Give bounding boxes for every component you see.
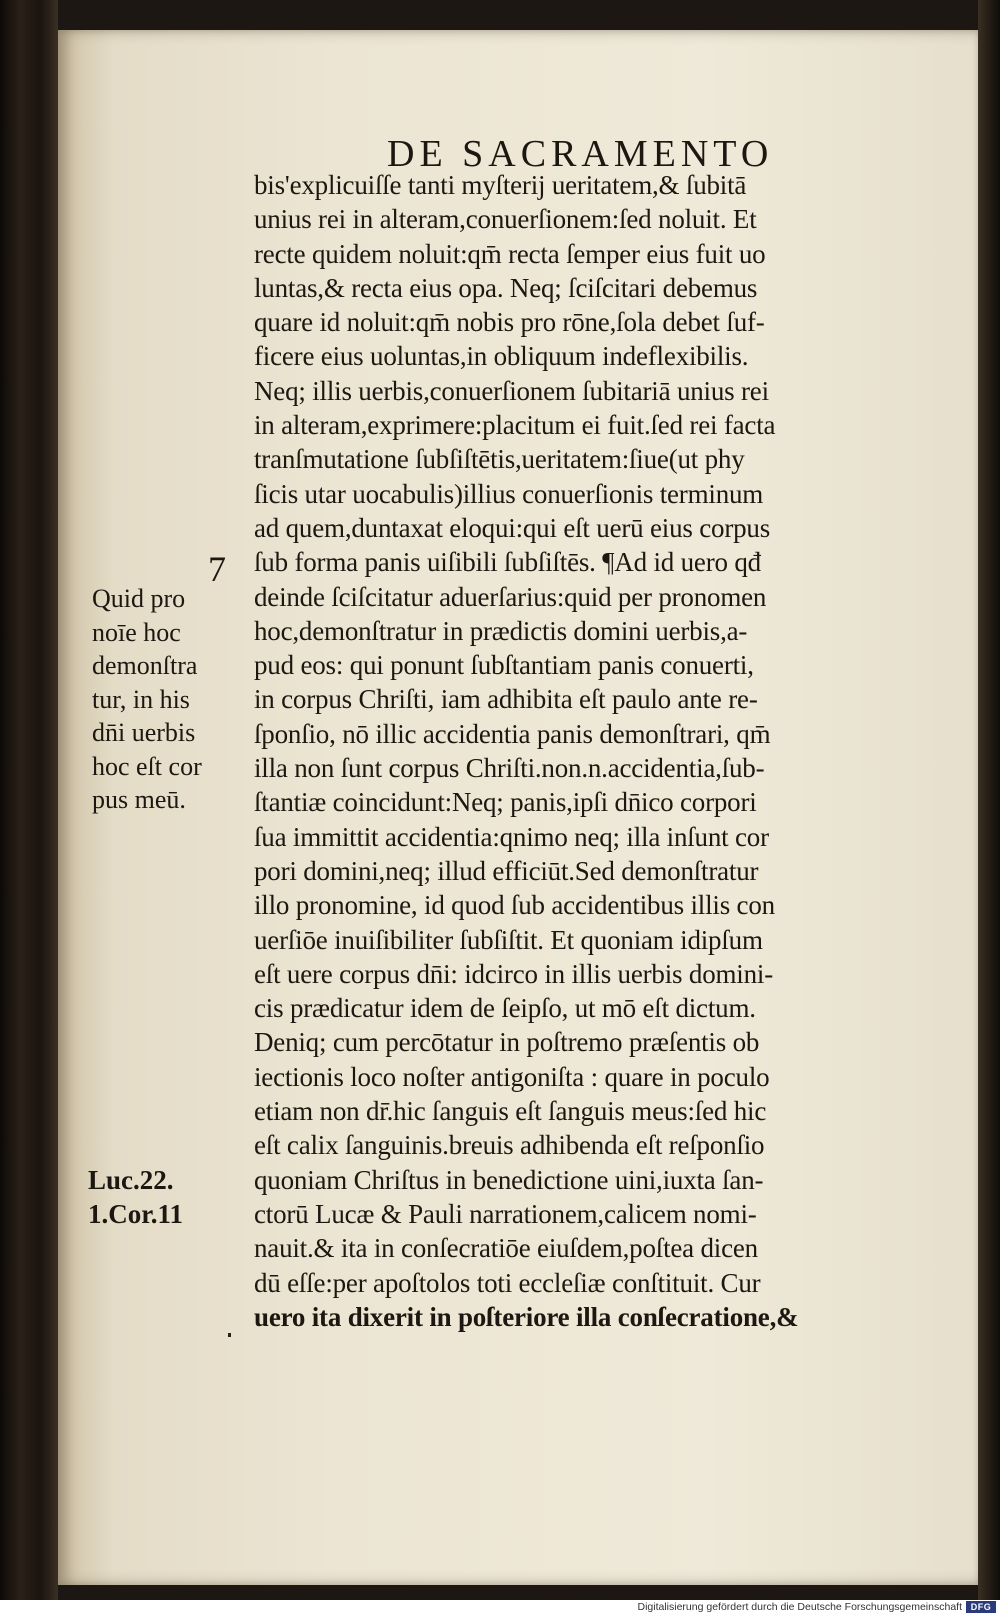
text-line: ad quem,duntaxat eloqui:qui eſt uerū eius corpus	[254, 512, 771, 543]
margin-note-line: tur, in his	[92, 684, 190, 714]
text-line: illa non ſunt corpus Chriſti.non.n.accidentia,ſub-	[254, 753, 765, 784]
page-edge-shadow	[978, 0, 1000, 1600]
margin-note-line: noīe hoc	[92, 617, 181, 647]
text-line: pori domini,neq; illud efficiūt.Sed demonſtratur	[254, 855, 759, 886]
text-line: recte quidem noluit:qm̄ recta ſemper eius fuit uo	[254, 238, 766, 269]
text-line: illo pronomine, id quod ſub accidentibus illis con	[254, 890, 775, 921]
text-line: uero ita dixerit in poſteriore illa conſecratione,&	[254, 1301, 799, 1332]
text-line: eſt calix ſanguinis.breuis adhibenda eſt reſponſio	[254, 1130, 765, 1161]
dfg-logo: DFG	[966, 1601, 996, 1613]
text-line: ſub forma panis uiſibili ſubſiſtēs. ¶Ad id uero qđ	[254, 547, 761, 578]
margin-reference-line: Luc.22.	[88, 1165, 174, 1195]
text-line: Deniq; cum percōtatur in poſtremo præſentis ob	[254, 1027, 760, 1058]
text-line: cis prædicatur idem de ſeipſo, ut mō eſt dictum.	[254, 993, 756, 1024]
margin-note	[92, 582, 252, 817]
text-line: ſponſio, nō illic accidentia panis demonſtrari, qm̄	[254, 718, 771, 749]
text-line: pud eos: qui ponunt ſubſtantiam panis conuerti,	[254, 650, 754, 681]
margin-reference-line: 1.Cor.11	[88, 1199, 184, 1229]
text-line: quoniam Chriſtus in benedictione uini,iuxta ſan-	[254, 1164, 764, 1195]
ink-speck	[228, 1333, 231, 1337]
text-line: bis'explicuiſſe tanti myſterij ueritatem,& ſubitā	[254, 170, 747, 200]
text-line: Neq; illis uerbis,conuerſionem ſubitariā unius rei	[254, 375, 769, 406]
text-line: tranſmutatione ſubſiſtētis,ueritatem:ſiue(ut phy	[254, 444, 745, 475]
text-line: eſt uere corpus dn̄i: idcirco in illis uerbis domini-	[254, 958, 773, 989]
text-line: ficere eius uoluntas,in obliquum indeflexibilis.	[254, 341, 749, 372]
text-line: ſicis utar uocabulis)illius conuerſionis terminum	[254, 478, 764, 509]
text-line: nauit.& ita in conſecratiōe eiuſdem,poſtea dicen	[254, 1233, 758, 1264]
text-line: iectionis loco noſter antigoniſta : quare in poculo	[254, 1061, 770, 1092]
footer-credit: Digitalisierung gefördert durch die Deutsche Forschungsgemeinschaft	[637, 1601, 962, 1613]
margin-section-number: 7	[208, 549, 226, 589]
margin-scripture-reference	[88, 1163, 238, 1231]
margin-note-line: pus meū.	[92, 785, 186, 814]
margin-note-line: Quid pro	[92, 584, 186, 613]
text-line: ctorū Lucæ & Pauli narrationem,calicem nomi-	[254, 1198, 757, 1229]
body-text	[254, 168, 924, 1334]
text-line: unius rei in alteram,conuerſionem:ſed noluit. Et	[254, 204, 757, 235]
text-line: etiam non dr̄.hic ſanguis eſt ſanguis meus:ſed hic	[254, 1096, 767, 1127]
facing-page-edge	[0, 0, 58, 1600]
margin-note-line: hoc eſt cor	[92, 751, 202, 781]
text-line: uerſiōe inuiſibiliter ſubſiſtit. Et quoniam idipſum	[254, 924, 763, 955]
text-line: ſtantiæ coincidunt:Neq; panis,ipſi dn̄ico corpori	[254, 787, 757, 818]
text-line: quare id noluit:qm̄ nobis pro rōne,ſola debet ſuf-	[254, 307, 765, 338]
margin-note-line: dn̄i uerbis	[92, 718, 196, 747]
text-line: in corpus Chriſti, iam adhibita eſt paulo ante re-	[254, 684, 758, 715]
margin-note-line: demonſtra	[92, 651, 198, 680]
text-line: in alteram,exprimere:placitum ei fuit.ſed rei facta	[254, 410, 776, 441]
text-line: hoc,demonſtratur in prædictis domini uerbis,a-	[254, 615, 748, 646]
text-line: deinde ſciſcitatur aduerſarius:quid per pronomen	[254, 581, 767, 612]
text-line: ſua immittit accidentia:qnimo neq; illa inſunt cor	[254, 821, 769, 852]
text-line: dū eſſe:per apoſtolos toti eccleſiæ conſtituit. Cur	[254, 1267, 761, 1298]
text-line: luntas,& recta eius opa. Neq; ſciſcitari debemus	[254, 272, 758, 303]
running-head: DE SACRAMENTO	[387, 133, 774, 175]
